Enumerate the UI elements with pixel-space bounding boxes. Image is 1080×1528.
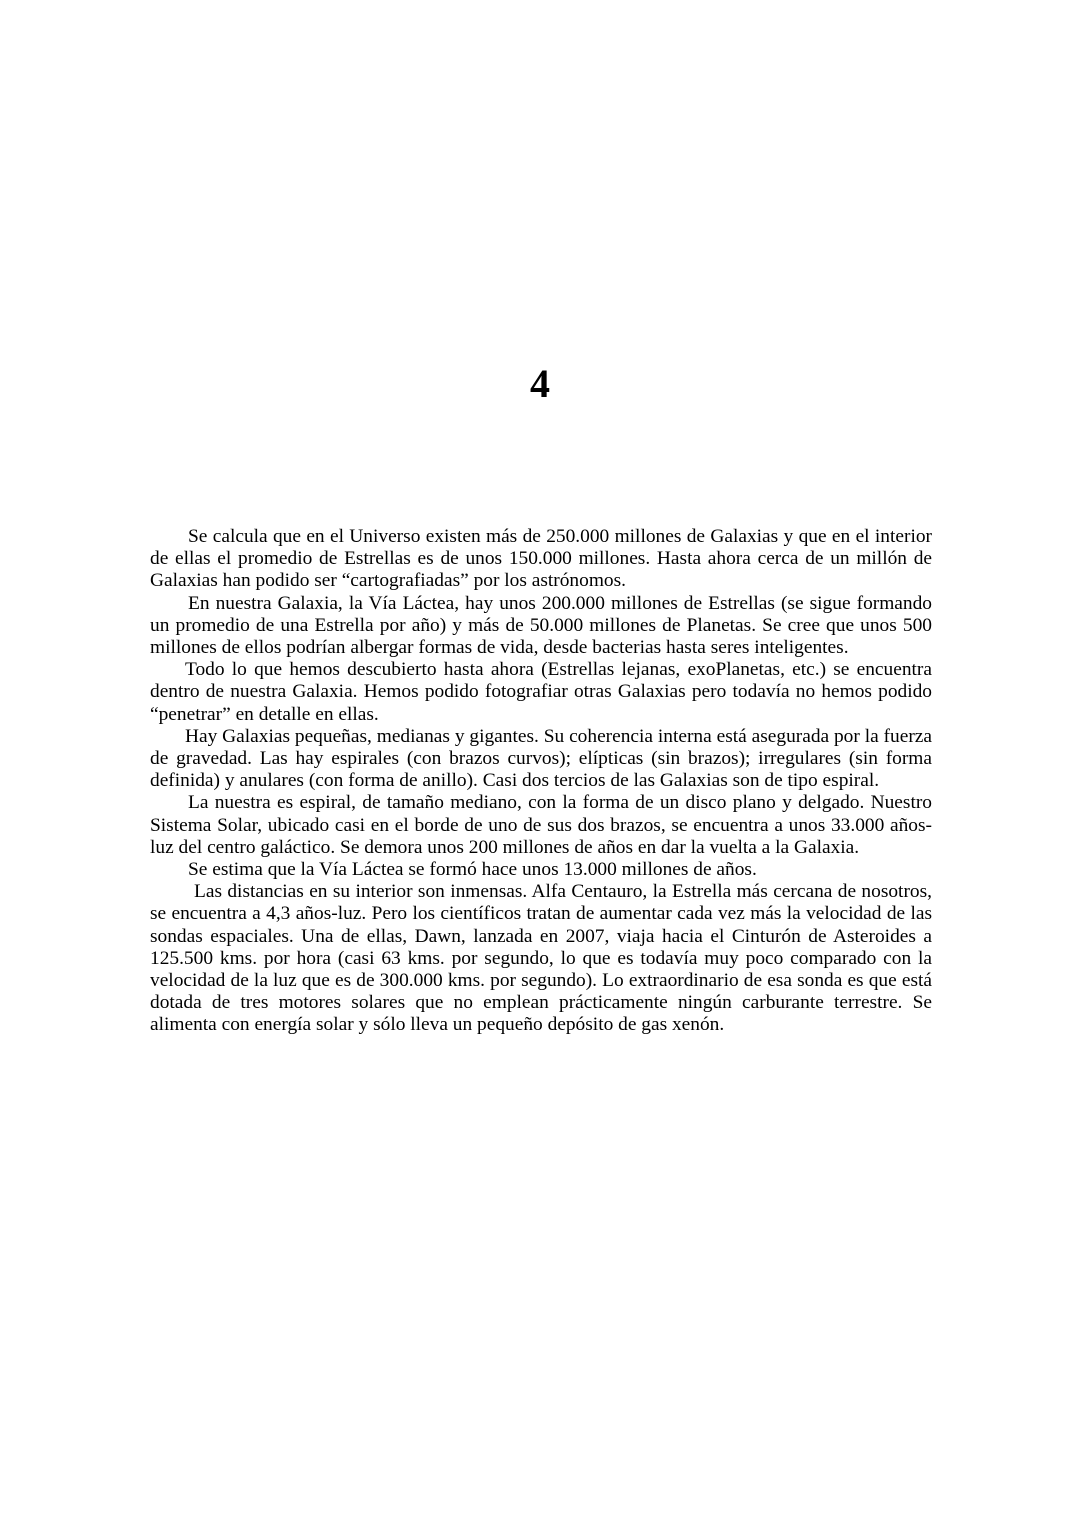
chapter-number: 4	[530, 361, 550, 406]
paragraph-milky-way-stars: En nuestra Galaxia, la Vía Láctea, hay unos 200.000 millones de Estrellas (se sigue formando un promedio de una Estrella por año) y más de 50.000 millones de Planetas. Se cree que unos 500 millones de ellos podrían albergar formas de vida, desde bacterias hasta seres inteligentes.	[150, 592, 932, 659]
paragraph-galaxy-types: Hay Galaxias pequeñas, medianas y gigantes. Su coherencia interna está asegurada por la fuerza de gravedad. Las hay espirales (con brazos curvos); elípticas (sin brazos); irregulares (sin forma definida) y anulares (con forma de anillo). Casi dos tercios de las Galaxias son de tipo espiral.	[150, 725, 932, 792]
paragraph-universe-galaxies: Se calcula que en el Universo existen más de 250.000 millones de Galaxias y que en el interior de ellas el promedio de Estrellas es de unos 150.000 millones. Hasta ahora cerca de un millón de Galaxias han podido ser “cartografiadas” por los astrónomos.	[150, 526, 932, 592]
paragraph-discoveries: Todo lo que hemos descubierto hasta ahora (Estrellas lejanas, exoPlanetas, etc.) se encuentra dentro de nuestra Galaxia. Hemos podido fotografiar otras Galaxias pero todavía no hemos podido “penetrar” en detalle en ellas.	[150, 659, 932, 725]
chapter-body	[150, 526, 932, 1037]
paragraph-galaxy-age: Se estima que la Vía Láctea se formó hace unos 13.000 millones de años.	[188, 859, 757, 881]
paragraph-our-galaxy-shape: La nuestra es espiral, de tamaño mediano, con la forma de un disco plano y delgado. Nuestro Sistema Solar, ubicado casi en el borde de uno de sus dos brazos, se encuentra a unos 33.000 años-luz del centro galáctico. Se demora unos 200 millones de años en dar la vuelta a la Galaxia.	[150, 792, 932, 858]
paragraph-distances: Las distancias en su interior son inmensas. Alfa Centauro, la Estrella más cercana de nosotros, se encuentra a 4,3 años-luz. Pero los científicos tratan de aumentar cada vez más la velocidad de las sondas espaciales. Una de ellas, Dawn, lanzada en 2007, viaja hacia el Cinturón de Asteroides a 125.500 kms. por hora (casi 63 kms. por segundo, lo que es todavía muy poco comparado con la velocidad de la luz que es de 300.000 kms. por segundo). Lo extraordinario de esa sonda es que está dotada de tres motores solares que no emplean prácticamente ningún carburante terrestre. Se alimenta con energía solar y sólo lleva un pequeño depósito de gas xenón.	[150, 881, 932, 1036]
